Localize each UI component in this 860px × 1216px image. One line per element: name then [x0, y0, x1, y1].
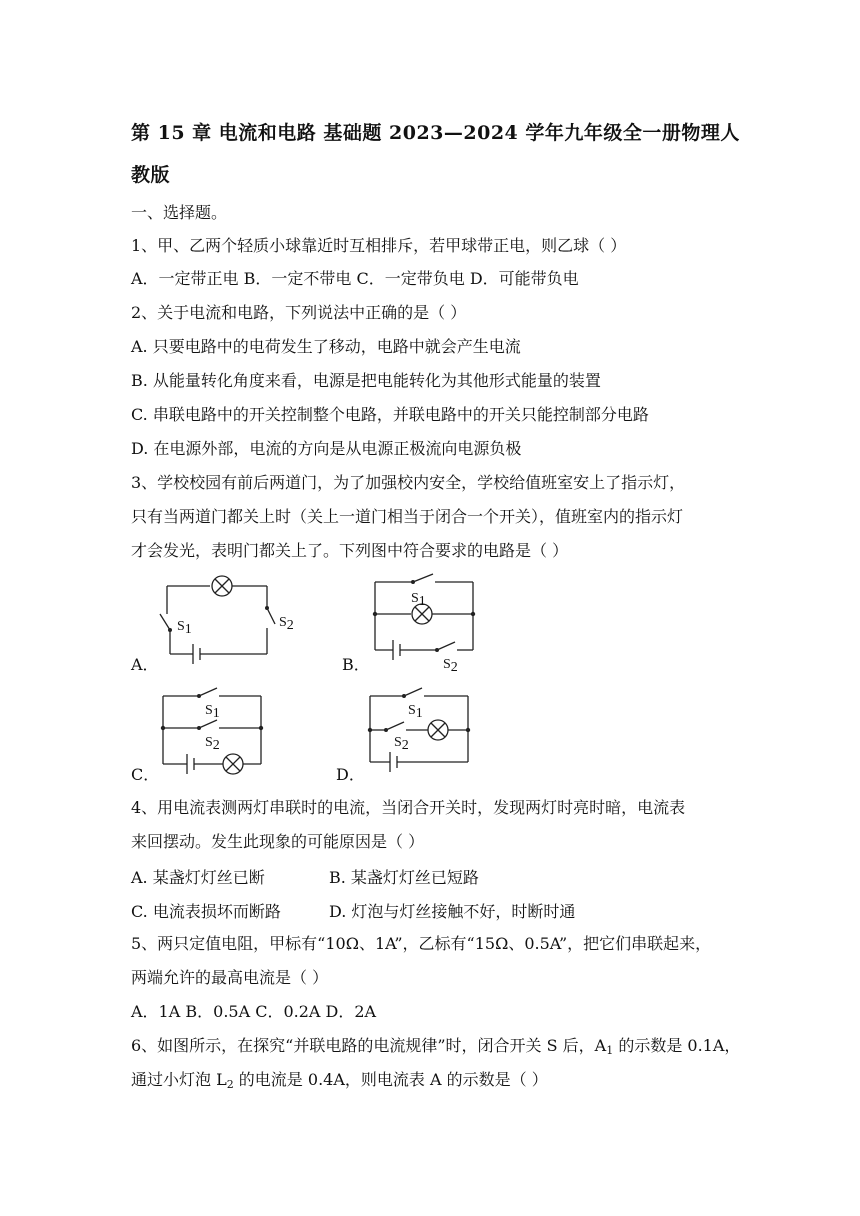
- question-2-option-d: D. 在电源外部，电流的方向是从电源正极流向电源负极: [131, 439, 522, 458]
- title-line-1: 第 15 章 电流和电路 基础题 2023—2024 学年九年级全一册物理人: [131, 122, 740, 144]
- q6-subscript-1: 1: [606, 1044, 614, 1057]
- question-2-option-b: B. 从能量转化角度来看，电源是把电能转化为其他形式能量的装置: [131, 371, 601, 390]
- switch-s1-label: S1: [177, 619, 192, 637]
- question-1: 1、甲、乙两个轻质小球靠近时互相排斥，若甲球带正电，则乙球（ ）: [131, 236, 627, 255]
- circuit-diagram-d: [360, 684, 480, 784]
- circuit-diagram-a: [155, 572, 335, 672]
- switch-s2-label: S2: [394, 735, 409, 753]
- question-2-option-c: C. 串联电路中的开关控制整个电路，并联电路中的开关只能控制部分电路: [131, 405, 649, 424]
- question-6-line-1: [131, 1035, 740, 1062]
- title-line-2: 教版: [131, 164, 171, 186]
- q6-text-d: 的电流是 0.4A，则电流表 A 的示数是（ ）: [233, 1070, 548, 1089]
- question-4-option-d: D. 灯泡与灯丝接触不好，时断时通: [329, 902, 576, 921]
- section-heading: 一、选择题。: [131, 203, 228, 222]
- switch-s1-label: S1: [205, 703, 220, 721]
- switch-s2-label: S2: [443, 657, 458, 675]
- q6-text-c: 通过小灯泡 L: [131, 1070, 227, 1089]
- circuit-diagram-c: [155, 684, 275, 784]
- question-4-option-c: C. 电流表损坏而断路: [131, 902, 281, 921]
- figure-b-label: B．: [342, 655, 370, 674]
- q6-text-b: 的示数是 0.1A，: [613, 1036, 741, 1055]
- figure-d-label: D．: [336, 765, 365, 784]
- question-4-line-2: 来回摆动。发生此现象的可能原因是（ ）: [131, 832, 425, 851]
- question-3-line-3: 才会发光，表明门都关上了。下列图中符合要求的电路是（ ）: [131, 541, 569, 560]
- question-5-line-2: 两端允许的最高电流是（ ）: [131, 968, 329, 987]
- question-3-line-1: 3、学校校园有前后两道门，为了加强校内安全，学校给值班室安上了指示灯，: [131, 473, 686, 492]
- q6-text-a: 6、如图所示，在探究“并联电路的电流规律”时，闭合开关 S 后，A: [131, 1036, 607, 1055]
- question-4-option-a: A. 某盏灯灯丝已断: [131, 868, 265, 887]
- question-1-options: A．一定带正电 B．一定不带电 C．一定带负电 D．可能带负电: [131, 269, 579, 288]
- question-3-line-2: 只有当两道门都关上时（关上一道门相当于闭合一个开关），值班室内的指示灯: [131, 507, 684, 526]
- question-2-option-a: A. 只要电路中的电荷发生了移动，电路中就会产生电流: [131, 337, 521, 356]
- question-4-line-1: 4、用电流表测两灯串联时的电流，当闭合开关时，发现两灯时亮时暗，电流表: [131, 798, 686, 817]
- question-2: 2、关于电流和电路，下列说法中正确的是（ ）: [131, 303, 467, 322]
- switch-s2-label: S2: [279, 615, 294, 633]
- figure-a-label: A．: [131, 655, 159, 674]
- switch-s1-label: S1: [408, 703, 423, 721]
- question-4-option-b: B. 某盏灯灯丝已短路: [329, 868, 479, 887]
- question-5-options: A．1A B．0.5A C．0.2A D．2A: [131, 1002, 377, 1021]
- circuit-diagram-b: [365, 572, 495, 675]
- question-5-line-1: 5、两只定值电阻，甲标有“10Ω、1A”，乙标有“15Ω、0.5A”，把它们串联起来，: [131, 934, 712, 953]
- question-6-line-2: [131, 1069, 548, 1096]
- switch-s2-label: S2: [205, 735, 220, 753]
- switch-s1-label: S1: [411, 591, 426, 609]
- q6-subscript-2: 2: [226, 1078, 234, 1091]
- figure-c-label: C．: [131, 765, 160, 784]
